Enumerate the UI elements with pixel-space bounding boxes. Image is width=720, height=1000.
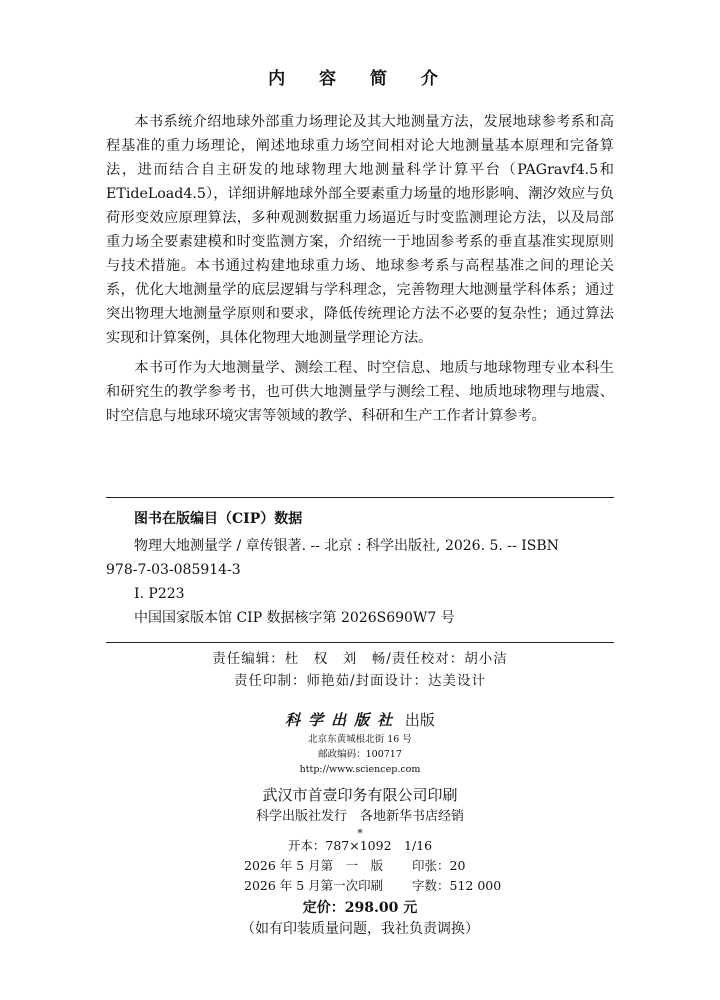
printer-line: 武汉市首壹印务有限公司印刷	[262, 786, 458, 804]
spec-edition: 2026 年 5 月第 一 版	[244, 858, 384, 873]
book-specs	[0, 836, 720, 896]
bottom-divider	[106, 642, 614, 643]
price: 定价：298.00 元	[302, 900, 418, 916]
staff-editors: 责任编辑：杜 权 刘 畅/责任校对：胡小洁	[212, 651, 508, 667]
publisher-website: http://www.sciencep.com	[299, 764, 421, 775]
cip-record: 物理大地测量学 / 章传银著. -- 北京 : 科学出版社, 2026. 5. -- ISBN	[134, 538, 559, 554]
publisher-line	[0, 708, 720, 732]
distribution-line: 科学出版社发行 各地新华书店经销	[255, 809, 464, 824]
quality-notice: （如有印装质量问题，我社负责调换）	[241, 921, 479, 937]
spec-sheets: 印张：20	[412, 858, 466, 873]
separator-star: *	[357, 827, 363, 840]
publisher-postcode: 邮政编码：100717	[318, 749, 402, 760]
summary-section	[106, 110, 614, 434]
summary-paragraph: 本书可作为大地测量学、测绘工程、时空信息、地质与地球物理专业本科生和研究生的教学参考书，也可供大地测量学与测绘工程、地质地球物理与地震、时空信息与地球环境灾害等领域的教学、科研和生产工作者计算参考。	[106, 360, 614, 424]
cip-approval: 中国国家版本馆 CIP 数据核字第 2026S690W7 号	[134, 610, 455, 626]
page-title: 内 容 简 介	[268, 69, 452, 89]
spec-format: 开本：787×1092 1/16	[287, 838, 433, 853]
staff-production: 责任印制：师艳茹/封面设计：达美设计	[233, 673, 487, 689]
top-divider	[106, 497, 614, 498]
publisher-address: 北京东黄城根北街 16 号	[308, 734, 412, 745]
imprint-block	[0, 708, 720, 841]
publisher-logotype: 科学出版社	[285, 711, 401, 729]
summary-paragraph: 本书系统介绍地球外部重力场理论及其大地测量方法，发展地球参考系和高程基准的重力场理论，阐述地球重力场空间相对论大地测量基本原理和完备算法，进而结合自主研发的地球物理大地测量科学计算平台（PAGravf4.5和ETideLoad4.5），详细讲解地球外部全要素重力场量的地形影响、潮汐效应与负荷形变效应原理算法，多种观测数据重力场逼近与时变监测理论方法，以及局部重力场全要素建模和时变监测方案，介绍统一于地固参考系的垂直基准实现原则与技术措施。本书通过构建地球重力场、地球参考系与高程基准之间的理论关系，优化大地测量学的底层逻辑与学科理念，完善物理大地测量学科体系；通过突出物理大地测量学原则和要求，降低传统理论方法不必要的复杂性；通过算法实现和计算案例，具体化物理大地测量学理论方法。	[106, 114, 614, 346]
cip-isbn: 978-7-03-085914-3	[106, 562, 241, 578]
spec-words: 字数：512 000	[412, 878, 502, 893]
publisher-suffix: 出版	[404, 711, 435, 729]
spec-printing: 2026 年 5 月第一次印刷	[244, 878, 384, 893]
cip-heading: 图书在版编目（CIP）数据	[134, 511, 303, 527]
cip-block	[106, 508, 614, 630]
cip-classification: I. P223	[134, 586, 185, 602]
